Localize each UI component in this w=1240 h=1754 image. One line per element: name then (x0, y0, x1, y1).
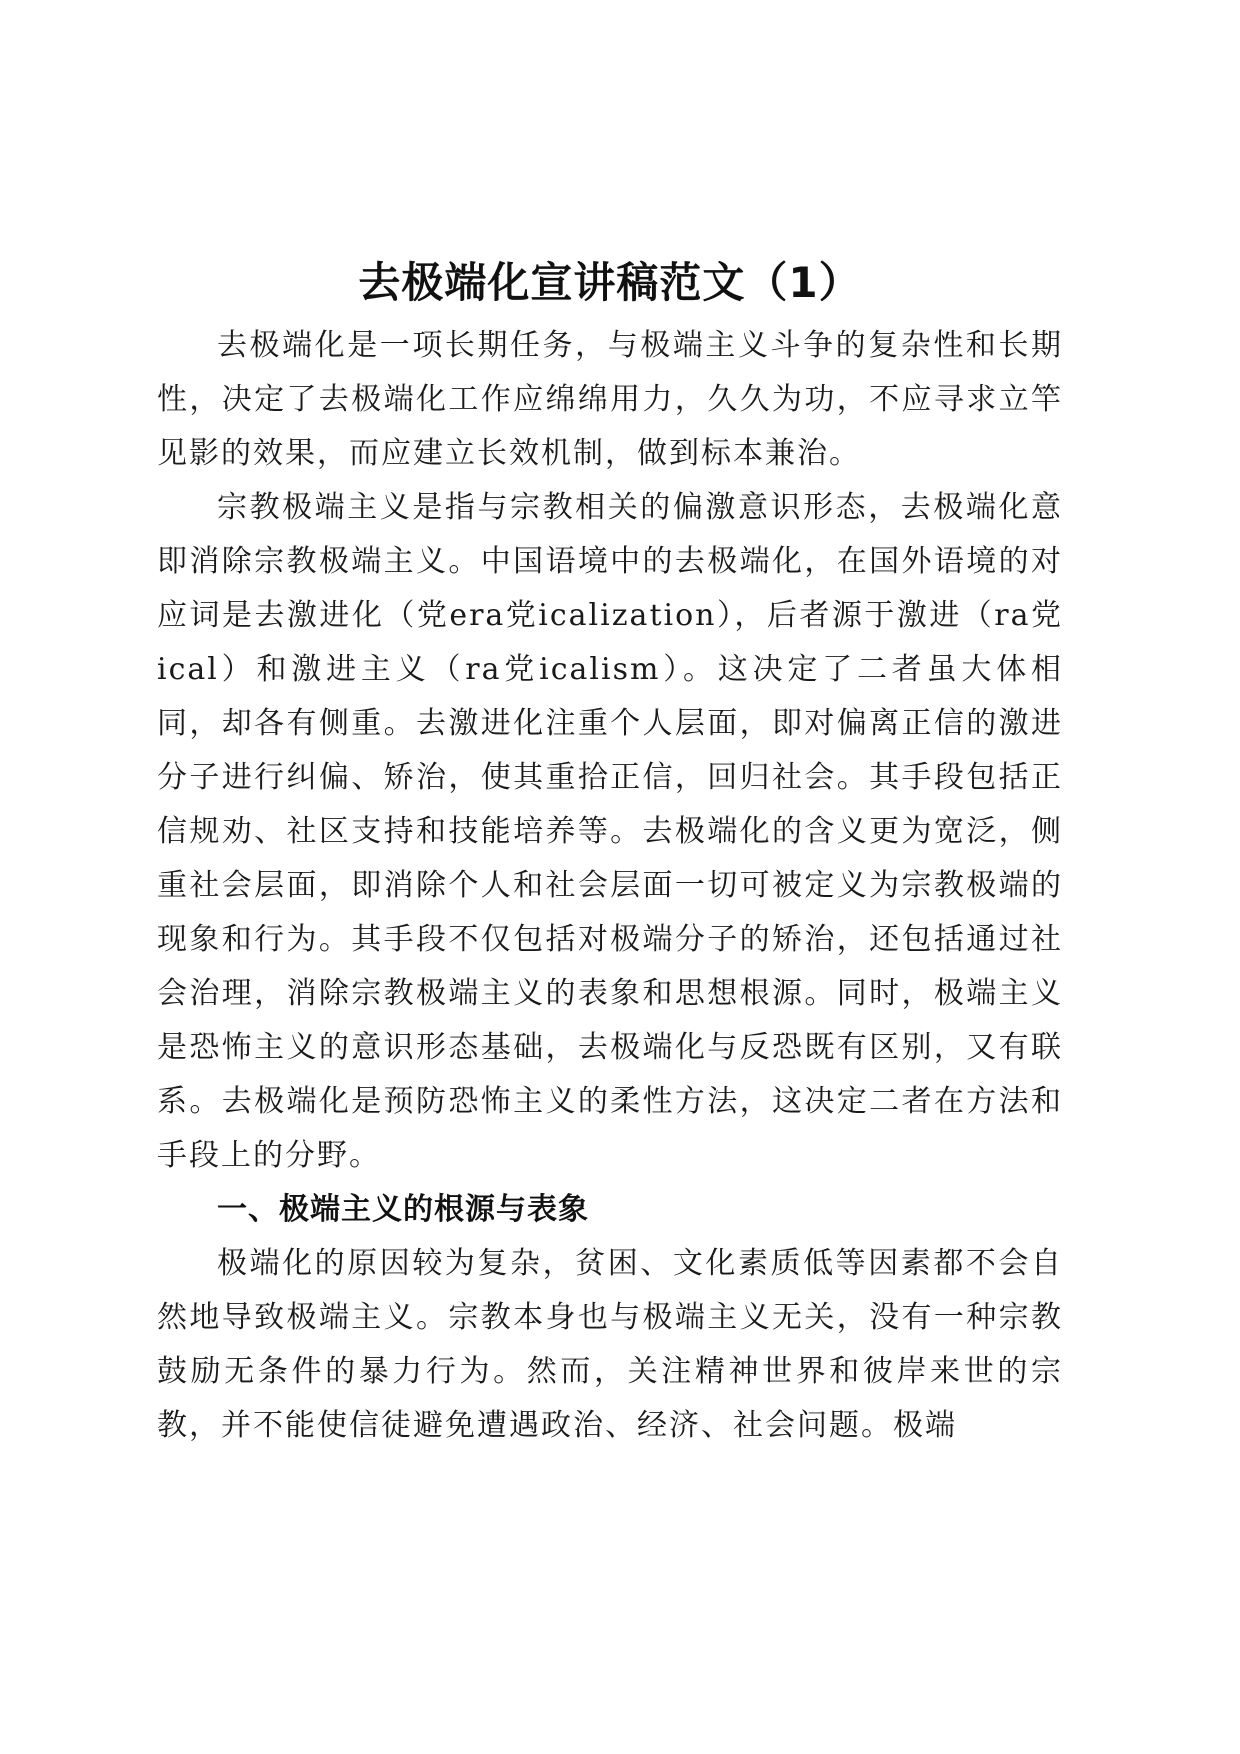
paragraph-causes: 极端化的原因较为复杂，贫困、文化素质低等因素都不会自然地导致极端主义。宗教本身也与极端主义无关，没有一种宗教鼓励无条件的暴力行为。然而，关注精神世界和彼岸来世的宗教，并不能使信徒避免遭遇政治、经济、社会问题。极端 (157, 1246, 1063, 1443)
document-body (157, 247, 1063, 1453)
document-title: 去极端化宣讲稿范文（1） (358, 258, 862, 307)
section-heading: 一、极端主义的根源与表象 (217, 1192, 589, 1227)
paragraph-definition: 宗教极端主义是指与宗教相关的偏激意识形态，去极端化意即消除宗教极端主义。中国语境中的去极端化，在国外语境的对应词是去激进化（党era党icalization），后者源于激进（ra党ical）和激进主义（ra党icalism）。这决定了二者虽大体相同，却各有侧重。去激进化注重个人层面，即对偏离正信的激进分子进行纠偏、矫治，使其重拾正信，回归社会。其手段包括正信规劝、社区支持和技能培养等。去极端化的含义更为宽泛，侧重社会层面，即消除个人和社会层面一切可被定义为宗教极端的现象和行为。其手段不仅包括对极端分子的矫治，还包括通过社会治理，消除宗教极端主义的表象和思想根源。同时，极端主义是恐怖主义的意识形态基础，去极端化与反恐既有区别，又有联系。去极端化是预防恐怖主义的柔性方法，这决定二者在方法和手段上的分野。 (157, 490, 1063, 1173)
paragraph-intro: 去极端化是一项长期任务，与极端主义斗争的复杂性和长期性，决定了去极端化工作应绵绵用力，久久为功，不应寻求立竿见影的效果，而应建立长效机制，做到标本兼治。 (157, 328, 1063, 471)
